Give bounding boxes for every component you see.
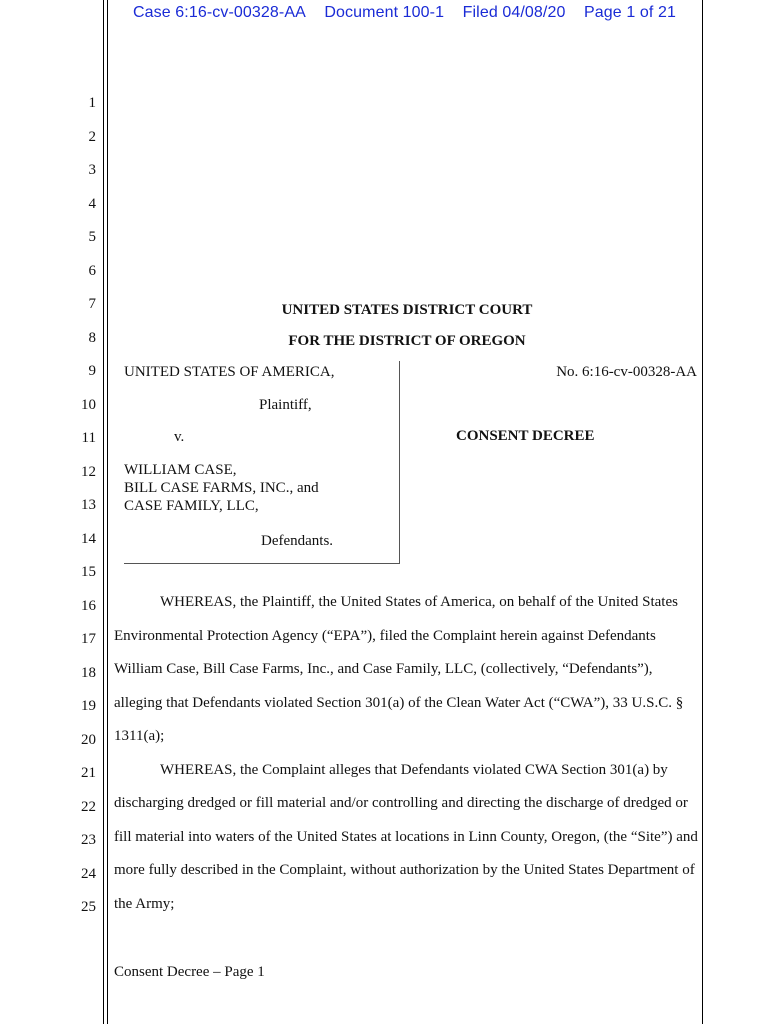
line-number: 12	[81, 464, 96, 480]
line-number: 11	[81, 430, 96, 446]
line-number: 6	[88, 263, 96, 279]
body-line: WHEREAS, the Complaint alleges that Defendants violated CWA Section 301(a) by	[160, 762, 668, 778]
body-line: alleging that Defendants violated Section 301(a) of the Clean Water Act (“CWA”), 33 U.S.C. §	[114, 695, 684, 711]
header-filed-date: Filed 04/08/20	[462, 4, 566, 21]
left-margin-rule-inner	[107, 0, 108, 1024]
line-number: 17	[81, 631, 96, 647]
line-number: 24	[81, 866, 96, 882]
line-number: 1	[88, 95, 96, 111]
court-name: UNITED STATES DISTRICT COURT	[281, 302, 533, 318]
document-title: CONSENT DECREE	[456, 428, 595, 444]
plaintiff-name: UNITED STATES OF AMERICA,	[124, 364, 335, 380]
right-margin-rule	[702, 0, 703, 1024]
plaintiff-role: Plaintiff,	[259, 397, 312, 413]
line-number: 21	[81, 765, 96, 781]
line-number: 2	[88, 129, 96, 145]
defendant-line: CASE FAMILY, LLC,	[124, 498, 259, 514]
body-line: William Case, Bill Case Farms, Inc., and Case Family, LLC, (collectively, “Defendants”),	[114, 661, 653, 677]
body-line: more fully described in the Complaint, without authorization by the United States Department of	[114, 862, 695, 878]
defendant-line: WILLIAM CASE,	[124, 462, 237, 478]
line-number: 25	[81, 899, 96, 915]
line-number: 19	[81, 698, 96, 714]
header-document-number: Document 100-1	[324, 4, 445, 21]
body-line: 1311(a);	[114, 728, 165, 744]
line-number: 23	[81, 832, 96, 848]
court-district: FOR THE DISTRICT OF OREGON	[288, 333, 526, 349]
line-number: 10	[81, 397, 96, 413]
line-number: 14	[81, 531, 96, 547]
line-number: 7	[88, 296, 96, 312]
body-line: the Army;	[114, 896, 175, 912]
line-number: 3	[88, 162, 96, 178]
versus: v.	[174, 429, 185, 445]
line-number: 9	[88, 363, 96, 379]
line-number: 16	[81, 598, 96, 614]
filing-header	[133, 4, 690, 22]
header-case-number: Case 6:16-cv-00328-AA	[133, 4, 306, 21]
body-line: discharging dredged or fill material and/or controlling and directing the discharge of dredged or	[114, 795, 688, 811]
line-number: 5	[88, 229, 96, 245]
line-number: 13	[81, 497, 96, 513]
case-number: No. 6:16-cv-00328-AA	[556, 364, 697, 380]
body-line: Environmental Protection Agency (“EPA”), filed the Complaint herein against Defendants	[114, 628, 656, 644]
line-number: 22	[81, 799, 96, 815]
body-line: fill material into waters of the United States at locations in Linn County, Oregon, (the “Site”) and	[114, 829, 698, 845]
header-page-count: Page 1 of 21	[584, 4, 676, 21]
defendant-line: BILL CASE FARMS, INC., and	[124, 480, 319, 496]
defendant-role: Defendants.	[261, 533, 334, 549]
line-number: 8	[88, 330, 96, 346]
body-line: WHEREAS, the Plaintiff, the United States of America, on behalf of the United States	[160, 594, 678, 610]
line-number: 18	[81, 665, 96, 681]
line-number: 4	[88, 196, 96, 212]
left-margin-rule	[103, 0, 104, 1024]
page-footer: Consent Decree – Page 1	[114, 964, 265, 980]
line-number: 15	[81, 564, 96, 580]
line-number: 20	[81, 732, 96, 748]
